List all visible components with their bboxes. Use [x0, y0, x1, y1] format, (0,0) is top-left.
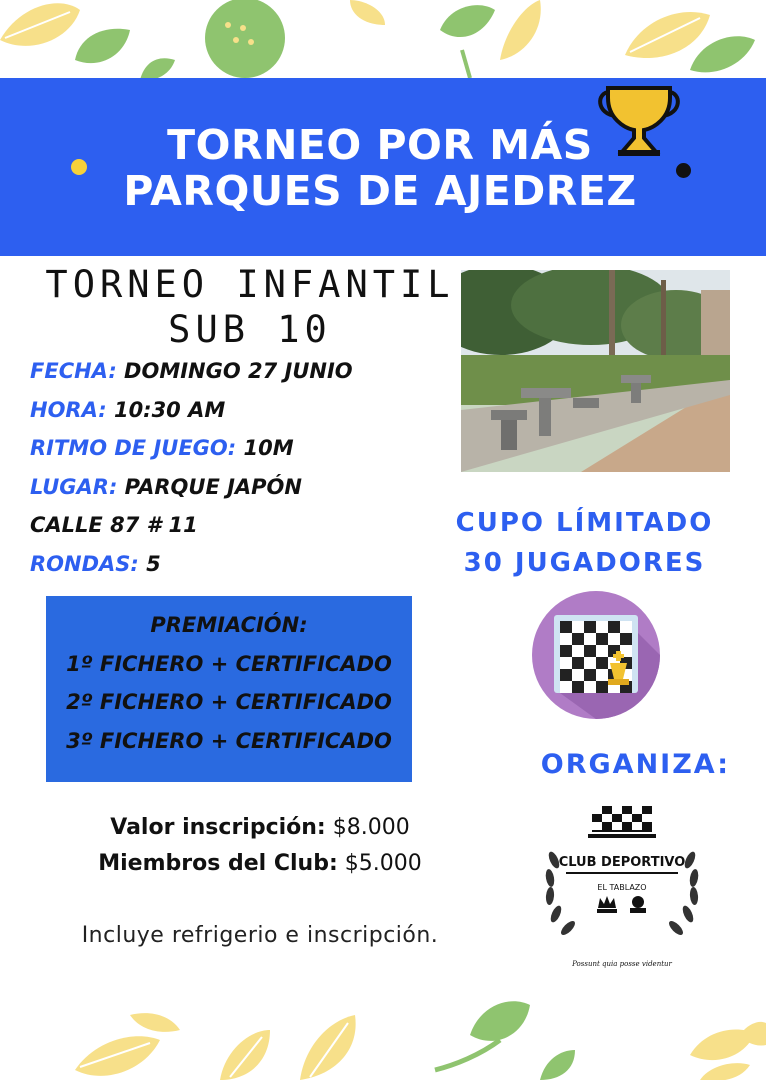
- leaf-icon: [625, 12, 710, 58]
- club-logo: [540, 800, 704, 976]
- board-square: [620, 633, 632, 645]
- board-square: [608, 621, 620, 633]
- detail-pace: [30, 429, 460, 468]
- includes-note: Incluye refrigerio e inscripción.: [81, 923, 439, 948]
- leaf-icon: [440, 5, 495, 78]
- club-subname: EL TABLAZO: [597, 883, 647, 892]
- club-name: CLUB DEPORTIVO: [558, 855, 686, 870]
- decorative-dot: [676, 163, 691, 178]
- detail-label: LUGAR:: [30, 474, 118, 499]
- tournament-details: [30, 352, 460, 583]
- detail-value: PARQUE JAPÓN: [117, 474, 302, 499]
- detail-value: DOMINGO 27 JUNIO: [116, 359, 353, 383]
- fee-label: Miembros del Club:: [98, 851, 338, 876]
- chessboard-icon: [530, 589, 662, 721]
- board-square: [608, 633, 620, 645]
- board-square: [572, 681, 584, 693]
- leaf-icon: [75, 1036, 160, 1076]
- board-square: [560, 621, 572, 633]
- tournament-subtitle: [30, 262, 470, 352]
- prize-item: 1º FICHERO + CERTIFICADO: [66, 651, 392, 676]
- fee-value: $8.000: [325, 815, 410, 840]
- organizer-heading: ORGANIZA:: [540, 749, 730, 780]
- detail-place: [30, 468, 460, 507]
- board-square: [596, 657, 608, 669]
- detail-label: HORA:: [30, 397, 107, 422]
- detail-rounds: [30, 545, 460, 584]
- crown-icon: [597, 896, 617, 913]
- capacity-notice: [437, 503, 732, 583]
- board-square: [572, 669, 584, 681]
- detail-value: CALLE 87 # 11: [30, 513, 198, 537]
- board-square: [560, 657, 572, 669]
- board-square: [584, 633, 596, 645]
- board-square: [572, 657, 584, 669]
- leaf-icon: [130, 1013, 180, 1032]
- board-square: [596, 645, 608, 657]
- leaf-icon: [0, 3, 80, 46]
- leaf-decoration-bottom: [0, 995, 766, 1080]
- leaf-icon: [75, 29, 130, 63]
- park-photo: [461, 270, 730, 472]
- detail-address: [30, 506, 460, 545]
- board-square: [560, 645, 572, 657]
- fees-section: [60, 810, 460, 882]
- board-square: [596, 669, 608, 681]
- board-square: [584, 621, 596, 633]
- detail-label: RONDAS:: [30, 551, 139, 576]
- leaf-icon: [220, 1030, 270, 1080]
- leaf-icon: [140, 58, 175, 80]
- board-square: [596, 633, 608, 645]
- prizes-box: [46, 596, 412, 782]
- leaf-icon: [690, 36, 755, 72]
- fee-members: [60, 846, 460, 882]
- subtitle-line2: SUB 10: [168, 308, 332, 351]
- detail-value: 10M: [236, 436, 294, 460]
- page-title-line2: PARQUES DE AJEDREZ: [123, 167, 637, 215]
- subtitle-line1: TORNEO INFANTIL: [45, 263, 455, 306]
- detail-time: [30, 391, 460, 430]
- fee-registration: [60, 810, 460, 846]
- board-square: [572, 621, 584, 633]
- board-square: [596, 681, 608, 693]
- fee-label: Valor inscripción:: [110, 815, 326, 840]
- capacity-line1: CUPO LÍMITADO: [455, 508, 714, 538]
- detail-label: RITMO DE JUEGO:: [30, 436, 237, 460]
- detail-label: FECHA:: [30, 359, 117, 383]
- flower-icon: [205, 0, 285, 78]
- page-title-line1: TORNEO POR MÁS: [167, 121, 593, 169]
- leaf-icon: [435, 1001, 530, 1070]
- board-square: [584, 645, 596, 657]
- board-square: [584, 681, 596, 693]
- queen-piece-icon: [630, 896, 646, 913]
- capacity-line2: 30 JUGADORES: [463, 548, 706, 578]
- prize-item: 3º FICHERO + CERTIFICADO: [66, 728, 392, 753]
- board-square: [596, 621, 608, 633]
- board-square: [572, 645, 584, 657]
- board-square: [584, 657, 596, 669]
- decorative-dot: [71, 159, 87, 175]
- chessboard-logo-icon: [588, 806, 656, 838]
- leaf-icon: [500, 0, 541, 60]
- leaf-icon: [700, 1063, 750, 1080]
- detail-value: 5: [138, 551, 161, 576]
- board-square: [572, 633, 584, 645]
- club-motto: Possunt quia posse videntur: [572, 960, 672, 968]
- page-title: [100, 122, 660, 214]
- board-square: [560, 669, 572, 681]
- prizes-heading: PREMIACIÓN:: [150, 613, 308, 637]
- board-square: [584, 669, 596, 681]
- board-square: [620, 621, 632, 633]
- fee-value: $5.000: [337, 851, 422, 876]
- detail-date: [30, 352, 460, 391]
- leaf-icon: [300, 1015, 356, 1080]
- leaf-icon: [350, 0, 385, 25]
- prize-item: 2º FICHERO + CERTIFICADO: [66, 690, 392, 714]
- detail-value: 10:30 AM: [106, 397, 226, 422]
- board-square: [560, 681, 572, 693]
- leaf-icon: [540, 1050, 575, 1080]
- board-square: [560, 633, 572, 645]
- leaf-decoration-top: [0, 0, 766, 80]
